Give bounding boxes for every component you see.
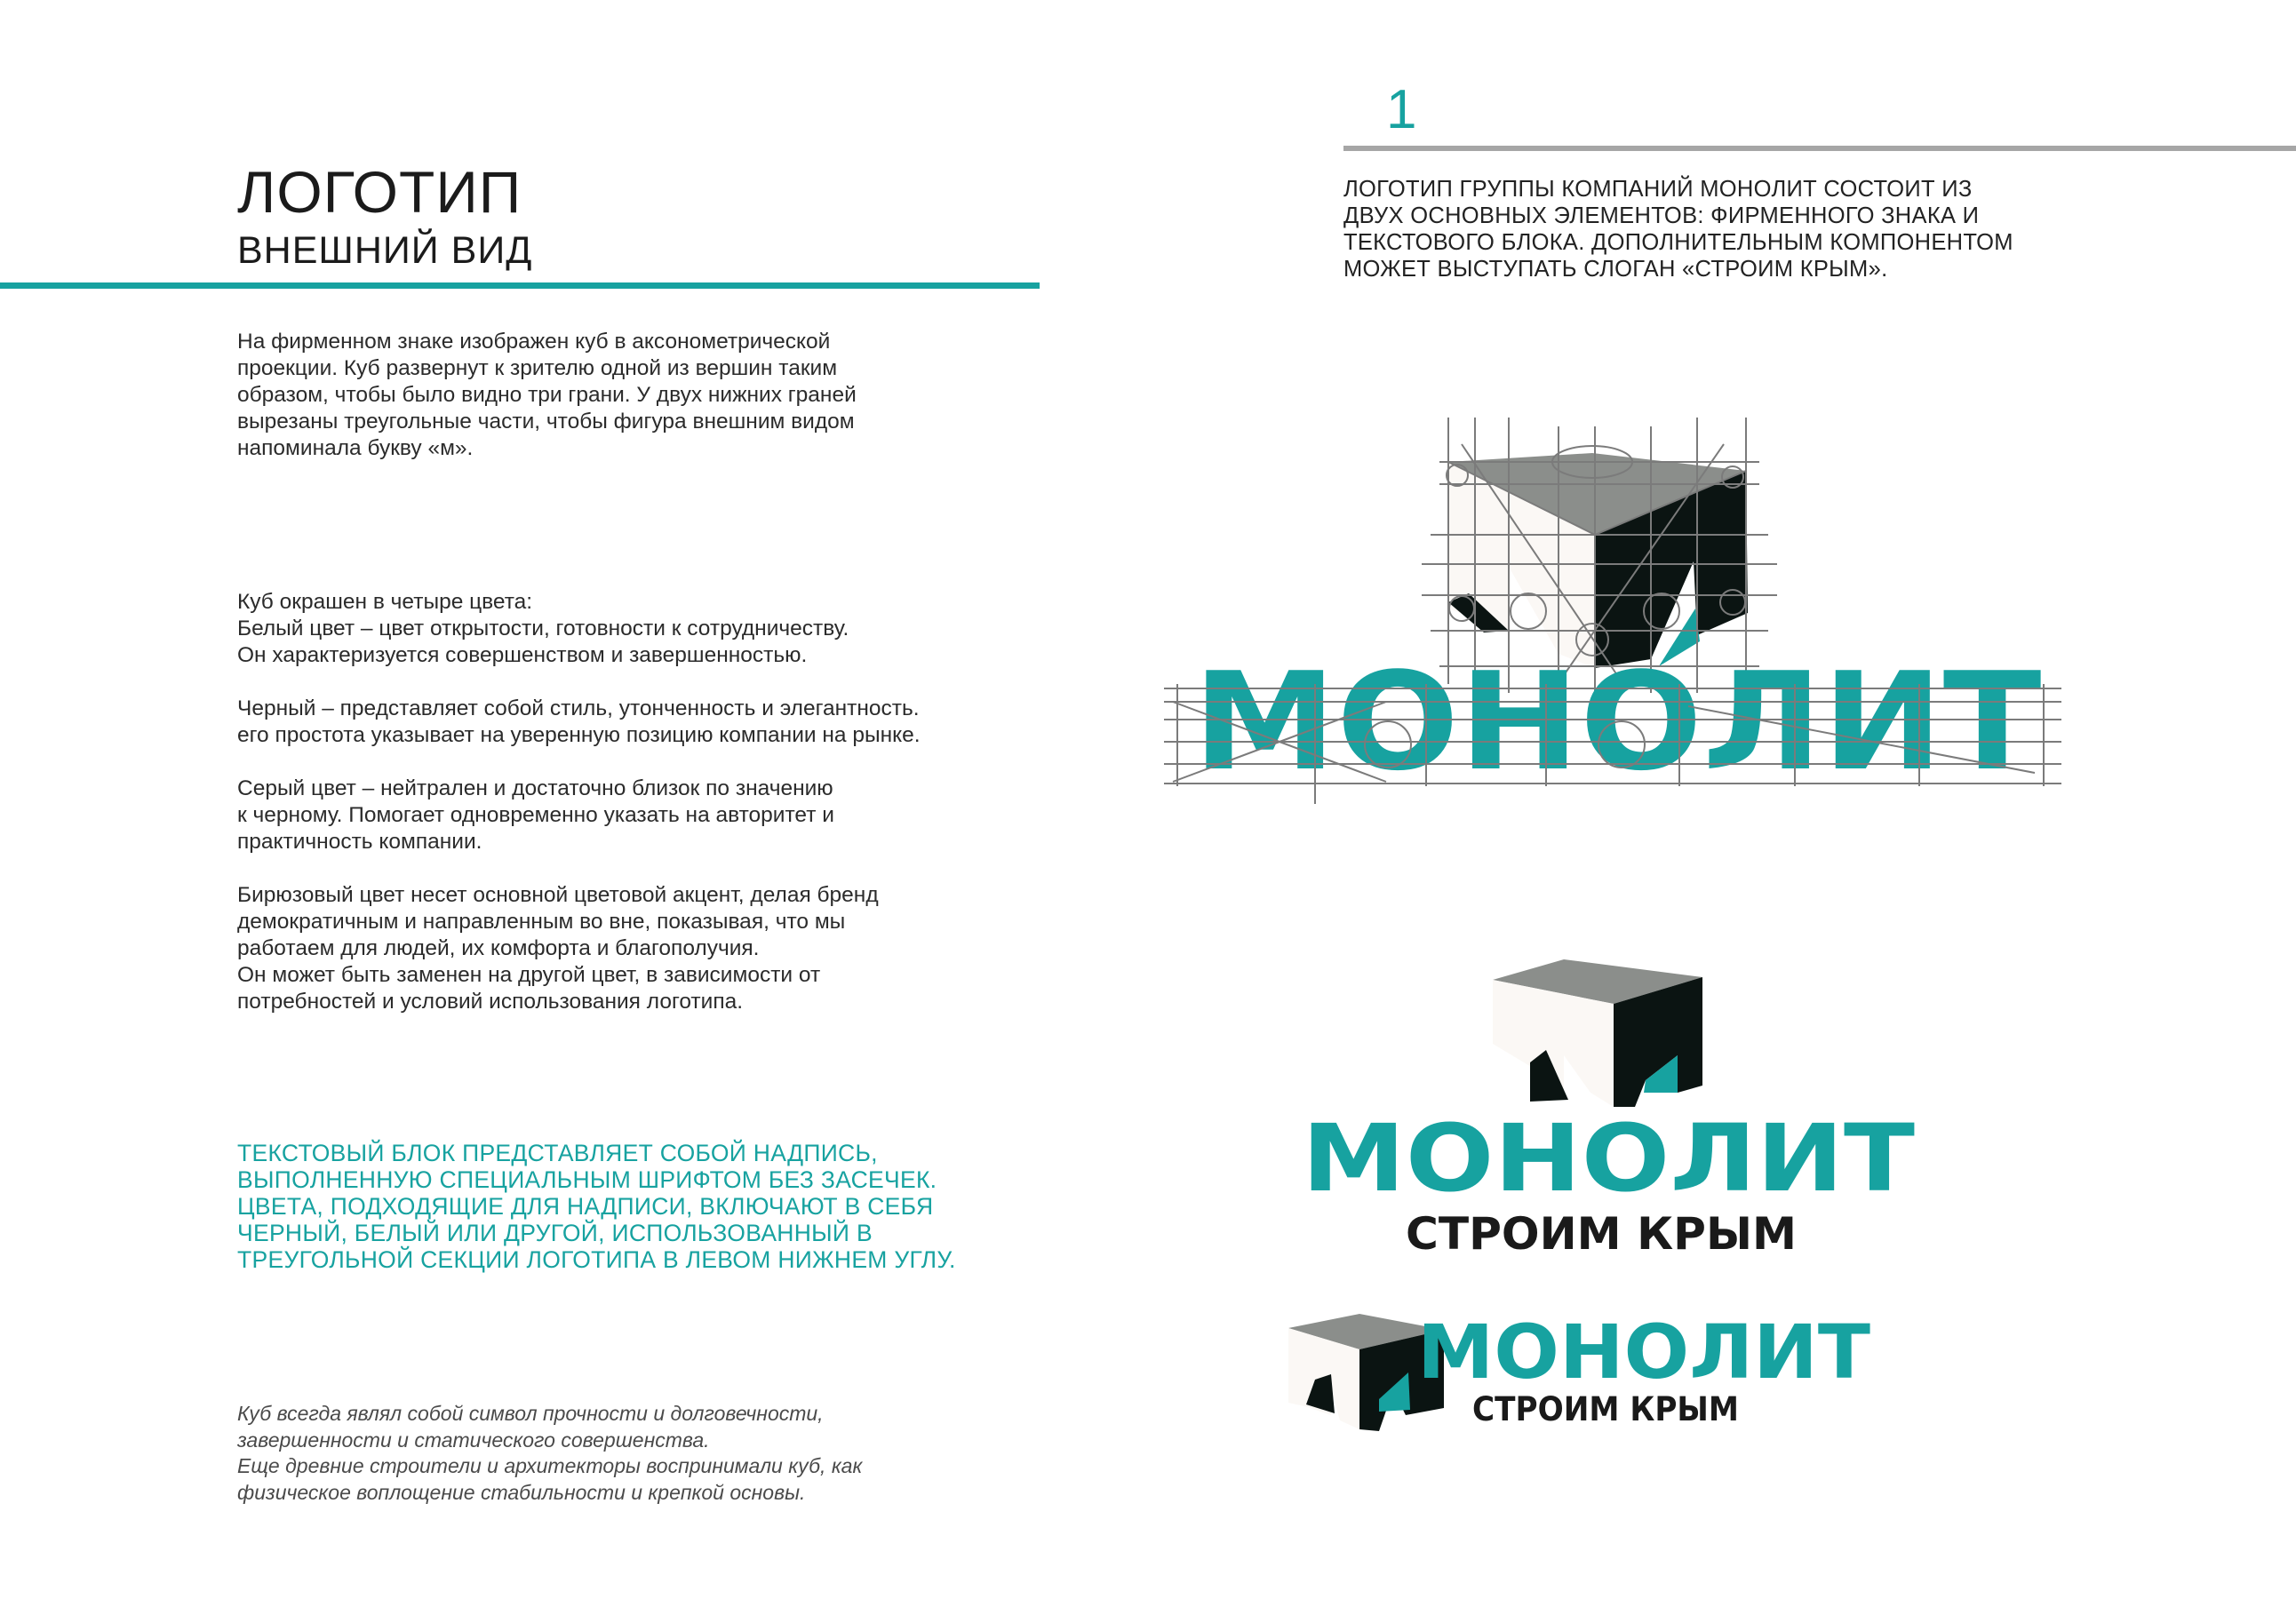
wordmark: МОНОЛИТ [1302,1104,1916,1213]
cube-mark-icon [1493,959,1702,1107]
slogan: СТРОИМ КРЫМ [1406,1208,1797,1260]
logo-intro-text: ЛОГОТИП ГРУППЫ КОМПАНИЙ МОНОЛИТ СОСТОИТ ИЗ ДВУХ ОСНОВНЫХ ЭЛЕМЕНТОВ: ФИРМЕННОГО ЗНАКА И ТЕКСТОВОГО БЛОКА. ДОПОЛНИТЕЛЬНЫМ КОМПОНЕНТОМ МОЖЕТ ВЫСТУПАТЬ СЛОГАН «СТРОИМ КРЫМ». [1343,177,2013,282]
page-number: 1 [1386,79,1417,140]
slogan: СТРОИМ КРЫМ [1472,1390,1739,1428]
wordmark: МОНОЛИТ [1417,1310,1870,1396]
text-block-description: ТЕКСТОВЫЙ БЛОК ПРЕДСТАВЛЯЕТ СОБОЙ НАДПИСЬ, ВЫПОЛНЕННУЮ СПЕЦИАЛЬНЫМ ШРИФТОМ БЕЗ ЗАСЕЧЕК. ЦВЕТА, ПОДХОДЯЩИЕ ДЛЯ НАДПИСИ, ВКЛЮЧАЮТ В СЕБЯ ЧЕРНЫЙ, БЕЛЫЙ ИЛИ ДРУГОЙ, ИСПОЛЬЗОВАННЫЙ В ТРЕУГОЛЬНОЙ СЕКЦИИ ЛОГОТИПА В ЛЕВОМ НИЖНЕМ УГЛУ. [237,1140,956,1273]
cube-symbol-note: Куб всегда являл собой символ прочности и долговечности, завершенности и статического совершенства. Еще древние строители и архитекторы воспринимали куб, как физическое воплощение стабильности и крепкой основы. [237,1402,863,1504]
colors-description-paragraph: Куб окрашен в четыре цвета: Белый цвет – цвет открытости, готовности к сотрудничеству. Он характеризуется совершенством и завершенностью. Черный – представляет собой стиль, утонченность и элегантность. его простота указывает на уверенную позицию компании на рынке. Серый цвет – нейтрален и достаточно близок по значению к черному. Помогает одновременно указать на авторитет и практичность компании. Бирюзовый цвет несет основной цветовой акцент, делая бренд демократичным и направленным во вне, показывая, что мы работаем для людей, их комфорта и благополучия. Он может быть заменен на другой цвет, в зависимости от потребностей и условий использования логотипа. [237,590,921,1014]
cube-mark-icon [1448,453,1748,668]
logo-vertical-lockup [1280,951,1955,1279]
page-subtitle: ВНЕШНИЙ ВИД [237,229,533,272]
wordmark-construction: МОНОЛИТ [1192,643,2042,800]
header-divider [1343,146,2296,151]
cube-description-paragraph: На фирменном знаке изображен куб в аксонометрической проекции. Куб развернут к зрителю одной из вершин таким образом, чтобы было видно три грани. У двух нижних граней вырезаны треугольные части, чтобы фигура внешним видом напоминала букву «м». [237,330,857,460]
logo-construction-grid [1155,409,2088,826]
page-title: ЛОГОТИП [237,159,522,225]
logo-horizontal-lockup [1280,1310,1937,1452]
title-divider [0,282,1040,289]
